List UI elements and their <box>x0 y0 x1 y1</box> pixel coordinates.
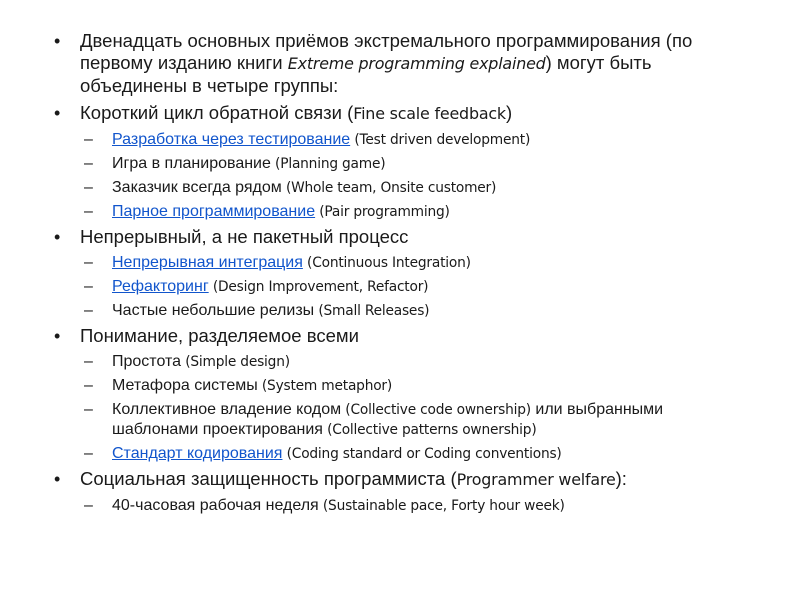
item-ru: 40-часовая рабочая неделя <box>112 497 319 514</box>
dash-icon: – <box>84 377 93 394</box>
dash-icon: – <box>84 302 93 319</box>
group-shared-understanding <box>52 325 752 464</box>
group-title-ru: Непрерывный, а не пакетный процесс <box>80 226 409 247</box>
item-ru: Заказчик всегда рядом <box>112 179 282 196</box>
list-item <box>52 444 752 464</box>
list-item <box>52 253 752 273</box>
list-item <box>52 277 752 297</box>
dash-icon: – <box>84 353 93 370</box>
item-ru: Игра в планирование <box>112 155 271 172</box>
item-en: (Continuous Integration) <box>302 255 471 271</box>
group-title-ru: Понимание, разделяемое всеми <box>80 325 359 346</box>
list-item <box>52 376 752 396</box>
list-item <box>52 400 752 440</box>
group-fine-scale-feedback <box>52 102 752 222</box>
dash-icon: – <box>84 131 93 148</box>
dash-icon: – <box>84 497 93 514</box>
dash-icon: – <box>84 278 93 295</box>
item-en: (Simple design) <box>181 354 290 370</box>
bullet-icon: • <box>54 103 61 123</box>
dash-icon: – <box>84 203 93 220</box>
item-en: (Sustainable pace, Forty hour week) <box>318 498 565 514</box>
group-title-end: ): <box>615 468 627 489</box>
item-ru-extra: или выбранными шаблонами проектирования <box>112 401 664 438</box>
item-ru: Частые небольшие релизы <box>112 302 315 319</box>
list-item <box>52 154 752 174</box>
dash-icon: – <box>84 179 93 196</box>
item-en: (Design Improvement, Refactor) <box>208 279 429 295</box>
item-en: (Pair programming) <box>315 204 450 220</box>
dash-icon: – <box>84 254 93 271</box>
item-en: (System metaphor) <box>257 378 393 394</box>
bullet-icon: • <box>54 469 61 489</box>
group-title <box>52 102 752 125</box>
item-ru: Простота <box>112 353 182 370</box>
bullet-list <box>52 30 752 520</box>
group-title <box>52 325 752 347</box>
link-refactoring[interactable]: Рефакторинг <box>112 278 209 295</box>
group-title-en: Programmer welfare <box>456 470 616 489</box>
item-en: (Test driven development) <box>350 132 531 148</box>
bullet-icon: • <box>54 326 61 346</box>
item-en: (Small Releases) <box>314 303 430 319</box>
intro-text-b: ) могут быть объединены в четыре группы: <box>80 52 652 96</box>
group-title <box>52 468 752 491</box>
group-title-end: ) <box>505 102 513 123</box>
list-item <box>52 178 752 198</box>
group-title-ru: Социальная защищенность программиста ( <box>80 468 457 489</box>
link-pair-programming[interactable]: Парное программирование <box>112 203 316 220</box>
dash-icon: – <box>84 155 93 172</box>
item-ru: Метафора системы <box>112 377 258 394</box>
item-ru: Коллективное владение кодом <box>112 401 342 418</box>
bullet-icon: • <box>54 31 61 51</box>
list-item <box>52 202 752 222</box>
group-title-ru: Короткий цикл обратной связи ( <box>80 102 354 123</box>
intro-text-a: Двенадцать основных приёмов экстремального программирования (по первому изданию книги <box>80 30 693 73</box>
dash-icon: – <box>84 445 93 462</box>
item-en: (Collective code ownership) <box>341 402 531 418</box>
group-title <box>52 226 752 248</box>
link-continuous-integration[interactable]: Непрерывная интеграция <box>112 254 303 271</box>
dash-icon: – <box>84 401 93 418</box>
list-item <box>52 352 752 372</box>
item-en: (Whole team, Onsite customer) <box>281 180 497 196</box>
item-en: (Planning game) <box>270 156 386 172</box>
intro-book-title: Extreme programming explained <box>287 54 546 73</box>
bullet-icon: • <box>54 227 61 247</box>
intro-item <box>52 30 752 97</box>
link-tdd[interactable]: Разработка через тестирование <box>112 131 351 148</box>
group-continuous-process <box>52 226 752 321</box>
list-item <box>52 301 752 321</box>
item-en: (Coding standard or Coding conventions) <box>282 446 562 462</box>
link-coding-standard[interactable]: Стандарт кодирования <box>112 445 283 462</box>
item-en-extra: (Collective patterns ownership) <box>322 422 537 438</box>
list-item <box>52 130 752 150</box>
group-title-en: Fine scale feedback <box>353 104 506 123</box>
list-item <box>52 496 752 516</box>
group-programmer-welfare <box>52 468 752 516</box>
